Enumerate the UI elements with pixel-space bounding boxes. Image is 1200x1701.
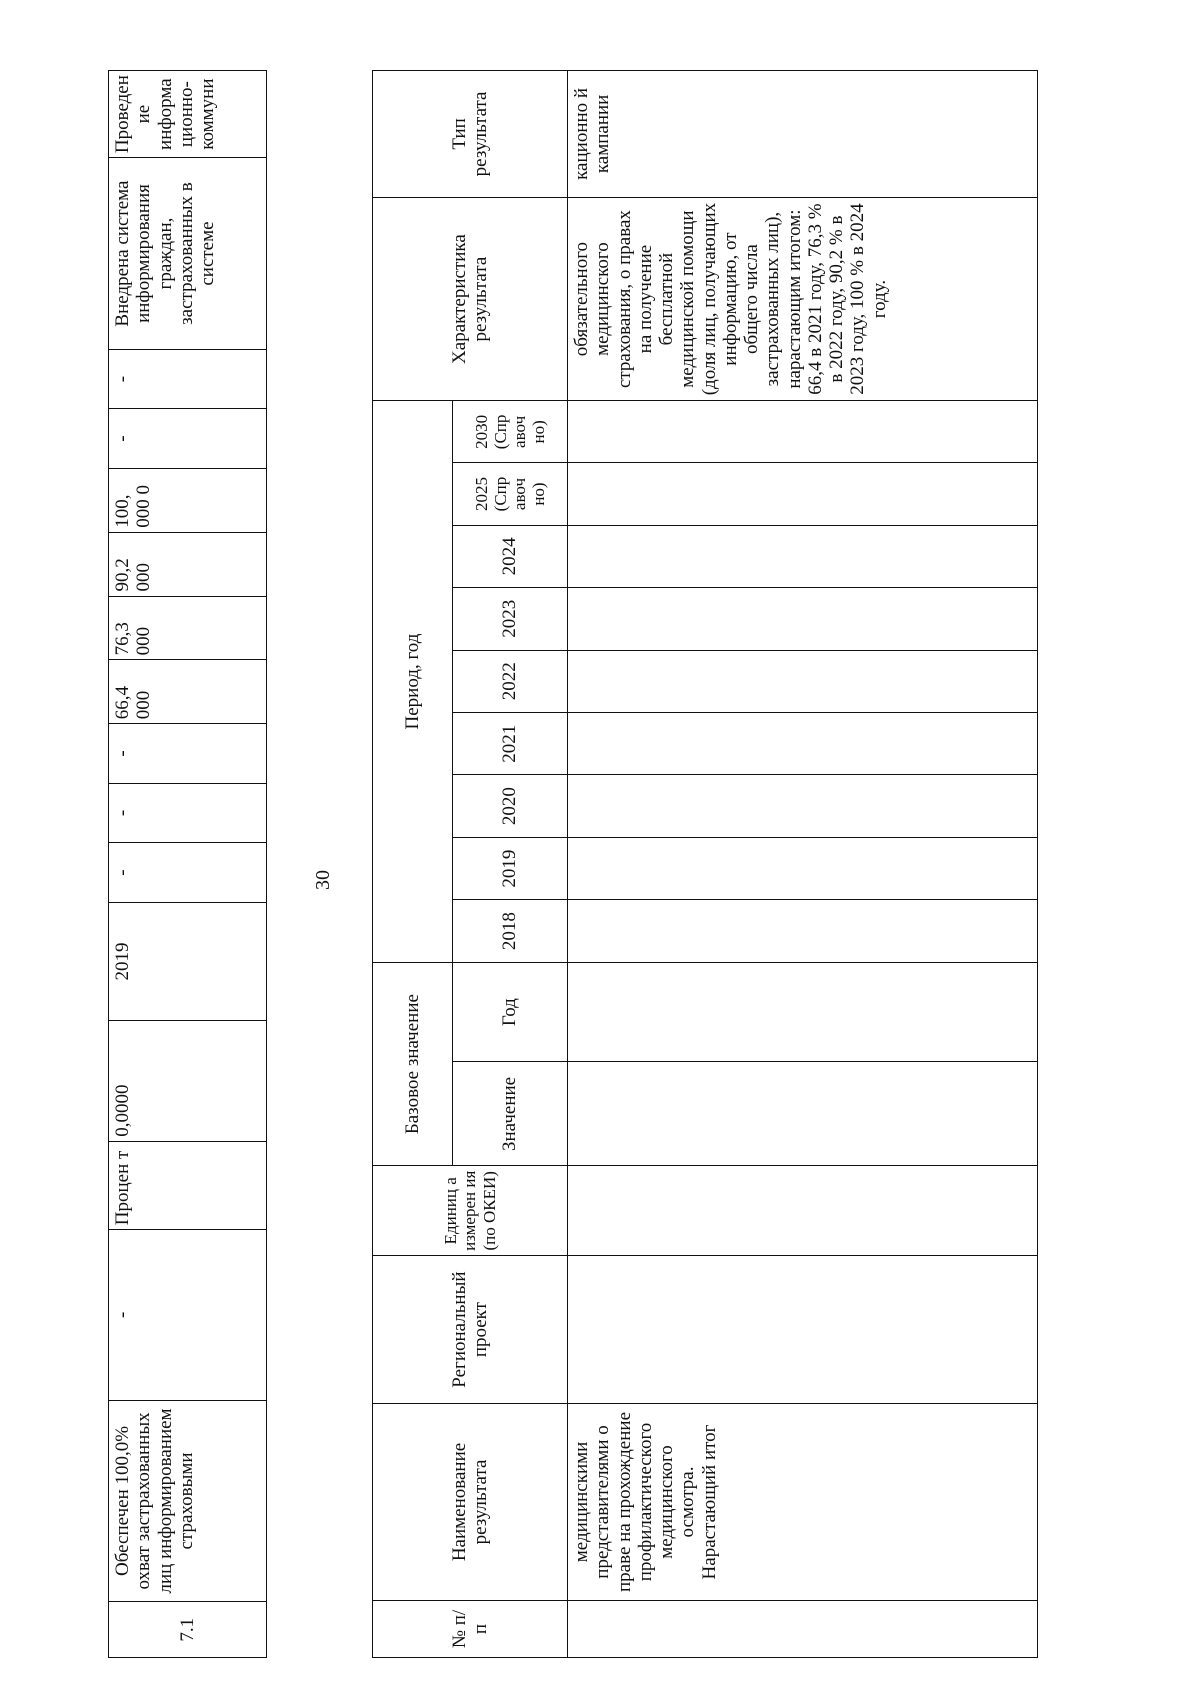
row-number: 7.1 xyxy=(109,1602,267,1658)
header-2030: 2030 (Спр авоч но) xyxy=(453,401,568,463)
header-row-1 xyxy=(373,71,453,1658)
header-name: Наименование результата xyxy=(373,1403,568,1600)
value-2019 xyxy=(568,837,1038,899)
table-row xyxy=(109,71,267,1658)
header-unit: Единиц а измерен ия (по ОКЕИ) xyxy=(373,1166,568,1256)
value-2022: 76,3 000 xyxy=(109,596,267,660)
value-2018: - xyxy=(109,843,267,903)
value-2024: 100, 000 0 xyxy=(109,468,267,532)
value-2025 xyxy=(568,463,1038,525)
value-2024 xyxy=(568,525,1038,587)
regional-project: - xyxy=(109,1230,267,1400)
unit: Процен т xyxy=(109,1141,267,1230)
row-number xyxy=(568,1601,1038,1658)
value-2030 xyxy=(568,401,1038,463)
regional-project xyxy=(568,1256,1038,1404)
value-2021 xyxy=(568,712,1038,774)
header-2018: 2018 xyxy=(453,900,568,962)
value-2025: - xyxy=(109,409,267,469)
header-base: Базовое значение xyxy=(373,962,453,1166)
header-base-year: Год xyxy=(453,962,568,1062)
value-2018 xyxy=(568,900,1038,962)
value-2019: - xyxy=(109,783,267,843)
value-2022 xyxy=(568,650,1038,712)
base-value xyxy=(568,1062,1038,1166)
header-2020: 2020 xyxy=(453,775,568,837)
header-period: Период, год xyxy=(373,401,453,962)
header-2023: 2023 xyxy=(453,588,568,650)
result-characteristic: Внедрена система информирования граждан, застрахованных в системе xyxy=(109,158,267,350)
header-2022: 2022 xyxy=(453,650,568,712)
page-number: 30 xyxy=(312,870,334,890)
base-year: 2019 xyxy=(109,902,267,1020)
header-project: Региональный проект xyxy=(373,1256,568,1404)
value-2023 xyxy=(568,588,1038,650)
header-2024: 2024 xyxy=(453,525,568,587)
result-name: медицинскими представителями о праве на прохождение профилактического медицинского осмотра. Нарастающий итог xyxy=(568,1403,1038,1600)
value-2030: - xyxy=(109,349,267,409)
table-row xyxy=(568,71,1038,1658)
header-num: № п/п xyxy=(373,1601,568,1658)
result-characteristic: обязательного медицинского страхования, о правах на получение бесплатной медицинской помощи (доля лиц, получающих информацию, от общего числа застрахованных лиц), нарастающим итогом: 66,4 в 2021 году, 76,3 % в 2022 году, 90,2 % в 2023 году, 100 % в 2024 году. xyxy=(568,197,1038,401)
header-2025: 2025 (Спр авоч но) xyxy=(453,463,568,525)
value-2023: 90,2 000 xyxy=(109,532,267,596)
header-base-value: Значение xyxy=(453,1062,568,1166)
base-value: 0,0000 xyxy=(109,1021,267,1142)
results-table xyxy=(372,70,1038,1658)
result-name: Обеспечен 100,0% охват застрахованных лиц информированием страховыми xyxy=(109,1400,267,1602)
header-type: Тип результата xyxy=(373,71,568,198)
result-type: кационно й кампании xyxy=(568,71,1038,198)
header-characteristic: Характеристика результата xyxy=(373,197,568,401)
base-year xyxy=(568,962,1038,1062)
unit xyxy=(568,1166,1038,1256)
value-2020: - xyxy=(109,724,267,784)
top-continuation-table xyxy=(108,70,267,1658)
value-2021: 66,4 000 xyxy=(109,660,267,724)
header-2021: 2021 xyxy=(453,712,568,774)
result-type: Проведен ие информа ционно-коммуни xyxy=(109,71,267,158)
value-2020 xyxy=(568,775,1038,837)
rotated-page xyxy=(60,70,1110,1670)
header-2019: 2019 xyxy=(453,837,568,899)
